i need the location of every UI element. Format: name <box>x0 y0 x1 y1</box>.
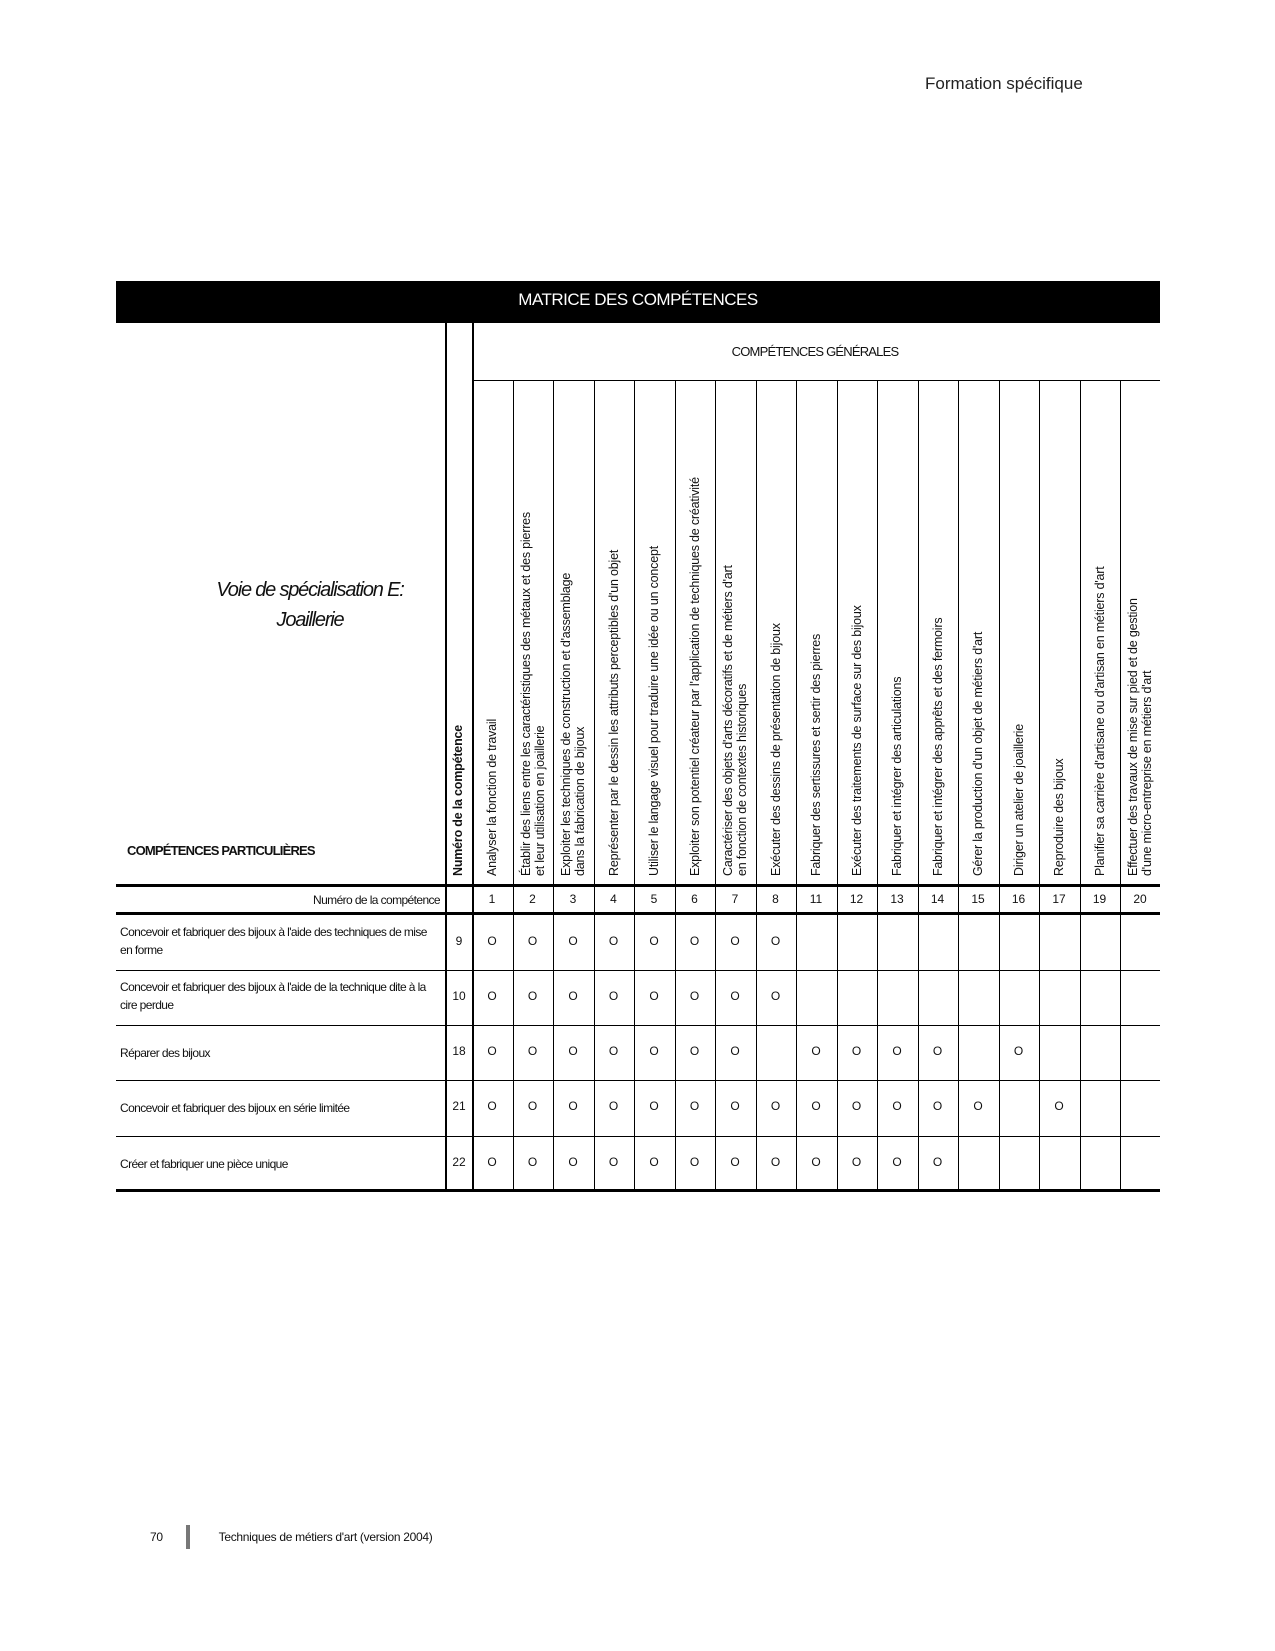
column-number: 12 <box>849 892 864 906</box>
particular-competency-label: Concevoir et fabriquer des bijoux en série limitée <box>120 1101 350 1115</box>
column-header-line1: Caractériser des objets d'arts décoratifs et de métiers d'art <box>721 565 735 876</box>
row-separator <box>116 1080 1160 1081</box>
particular-competency-label: Concevoir et fabriquer des bijoux à l'aide des techniques de mise en forme <box>120 925 427 957</box>
column-header-line1: Utiliser le langage visuel pour traduire une idée ou un concept <box>647 546 661 876</box>
column-separator <box>634 380 635 1192</box>
matrix-mark: O <box>487 1044 497 1058</box>
matrix-mark: O <box>649 934 659 948</box>
rule-bottom <box>116 1189 1160 1192</box>
general-column-header <box>1093 567 1107 877</box>
column-header-line1: Fabriquer des sertissures et sertir des pierres <box>809 633 823 876</box>
row-separator <box>116 1136 1160 1137</box>
column-number: 13 <box>890 892 904 906</box>
column-header-line1: Analyser la fonction de travail <box>485 718 499 876</box>
general-column-header <box>890 677 904 876</box>
matrix-mark: O <box>689 1044 700 1058</box>
column-number: 1 <box>488 892 496 906</box>
general-column-header <box>1126 598 1154 876</box>
general-column-header <box>647 546 661 876</box>
column-number: 19 <box>1092 892 1107 906</box>
matrix-mark: O <box>568 1099 578 1113</box>
matrix-mark: O <box>811 1044 821 1058</box>
matrix-mark: O <box>649 989 659 1003</box>
matrix-mark: O <box>851 1155 862 1169</box>
matrix-mark: O <box>608 934 619 948</box>
matrix-mark: O <box>892 1044 902 1058</box>
column-separator <box>1039 380 1040 1192</box>
column-header-line1: Exécuter des dessins de présentation de bijoux <box>768 623 783 876</box>
matrix-mark: O <box>1054 1099 1064 1113</box>
column-separator <box>513 380 514 1192</box>
general-column-header <box>850 605 864 876</box>
column-separator <box>918 380 919 1192</box>
matrix-mark: O <box>608 989 619 1003</box>
general-column-header <box>1052 759 1066 876</box>
matrix-mark: O <box>851 1044 862 1058</box>
matrix-mark: O <box>527 989 538 1003</box>
specialisation-line2: Joaillerie <box>276 609 344 631</box>
column-number: 4 <box>610 892 617 906</box>
column-separator <box>877 380 878 1192</box>
column-header-line1: Gérer la production d'un objet de métiers d'art <box>971 631 985 876</box>
column-separator <box>715 380 716 1192</box>
matrix-mark: O <box>689 1155 700 1169</box>
column-number: 11 <box>809 892 823 906</box>
general-column-header <box>769 623 783 876</box>
rule-after-numbers <box>116 912 1160 915</box>
matrix-mark: O <box>689 989 700 1003</box>
column-separator <box>796 380 797 1192</box>
section-header: Formation spécifique <box>925 74 1083 93</box>
column-header-line1: Reproduire des bijoux <box>1052 758 1066 876</box>
particular-competency-label: Concevoir et fabriquer des bijoux à l'aide de la technique dite à la cire perdue <box>120 980 426 1012</box>
document-title: Techniques de métiers d'art (version 2004) <box>218 1530 433 1544</box>
rule-top <box>116 884 1160 887</box>
matrix-mark: O <box>730 1044 740 1058</box>
matrix-mark: O <box>811 1155 821 1169</box>
column-separator <box>756 380 757 1192</box>
matrix-title: MATRICE DES COMPÉTENCES <box>518 290 758 309</box>
page-number: 70 <box>150 1530 163 1544</box>
row-separator <box>116 970 1160 971</box>
column-header-line2: en fonction de contextes historiques <box>735 683 749 876</box>
particular-competency-number: 22 <box>452 1155 466 1169</box>
particular-competency-label: Réparer des bijoux <box>120 1046 210 1060</box>
matrix-mark: O <box>851 1099 862 1113</box>
matrix-mark: O <box>770 989 781 1003</box>
general-competencies-label: COMPÉTENCES GÉNÉRALES <box>731 344 899 359</box>
general-column-header <box>971 632 985 876</box>
column-header-line1: Effectuer des travaux de mise sur pied et de gestion <box>1126 598 1140 876</box>
matrix-mark: O <box>730 989 740 1003</box>
matrix-mark: O <box>770 934 781 948</box>
column-header-line1: Fabriquer et intégrer des articulations <box>890 676 904 876</box>
matrix-mark: O <box>730 1155 740 1169</box>
matrix-mark: O <box>608 1044 619 1058</box>
general-column-header <box>721 565 749 876</box>
matrix-mark: O <box>487 1099 497 1113</box>
matrix-mark: O <box>689 934 700 948</box>
matrix-mark: O <box>770 1155 781 1169</box>
matrix-mark: O <box>892 1099 902 1113</box>
matrix-mark: O <box>811 1099 821 1113</box>
matrix-mark: O <box>892 1155 902 1169</box>
general-column-header <box>1012 724 1026 876</box>
number-col-right <box>472 322 474 1192</box>
matrix-mark: O <box>527 1099 538 1113</box>
matrix-mark: O <box>932 1155 943 1169</box>
matrix-mark: O <box>608 1155 619 1169</box>
particular-competency-number: 21 <box>452 1099 466 1113</box>
column-header-line1: Exploiter son potentiel créateur par l'application de techniques de créativité <box>687 477 702 876</box>
column-number: 8 <box>772 892 779 906</box>
column-header-line2: d'une micro-entreprise en métiers d'art <box>1140 670 1154 876</box>
matrix-mark: O <box>568 989 578 1003</box>
matrix-mark: O <box>568 934 578 948</box>
column-header-line2: et leur utilisation en joaillerie <box>532 725 547 876</box>
column-separator <box>1120 380 1121 1192</box>
general-column-header <box>519 512 547 876</box>
matrix-mark: O <box>932 1044 943 1058</box>
matrix-mark: O <box>649 1155 659 1169</box>
specialisation-title <box>150 575 470 635</box>
column-header-line1: Établir des liens entre les caractéristiques des métaux et des pierres <box>518 512 533 876</box>
matrix-mark: O <box>730 1099 740 1113</box>
general-column-header <box>931 618 945 876</box>
column-separator <box>958 380 959 1192</box>
matrix-mark: O <box>487 1155 497 1169</box>
matrix-mark: O <box>689 1099 700 1113</box>
column-header-line1: Représenter par le dessin les attributs perceptibles d'un objet <box>606 549 621 876</box>
matrix-mark: O <box>608 1099 619 1113</box>
matrix-mark: O <box>527 1155 538 1169</box>
column-number: 20 <box>1133 892 1147 906</box>
column-number: 2 <box>529 892 536 906</box>
column-number: 6 <box>691 892 698 906</box>
general-column-header <box>607 550 621 876</box>
column-number: 17 <box>1052 892 1066 906</box>
number-col-left <box>445 322 447 1192</box>
matrix-mark: O <box>527 934 538 948</box>
particular-competency-number: 18 <box>452 1044 466 1058</box>
column-separator <box>999 380 1000 1192</box>
footer-separator <box>186 1525 190 1549</box>
column-header-line1: Exécuter des traitements de surface sur des bijoux <box>849 605 864 876</box>
column-number: 5 <box>650 892 658 906</box>
column-number: 15 <box>971 892 985 906</box>
particular-competencies-label: COMPÉTENCES PARTICULIÈRES <box>127 843 315 858</box>
column-number: 16 <box>1011 892 1026 906</box>
matrix-mark: O <box>770 1099 781 1113</box>
matrix-mark: O <box>568 1044 578 1058</box>
general-column-header <box>688 477 702 876</box>
number-row-label: Numéro de la compétence <box>313 893 440 907</box>
row-separator <box>116 1025 1160 1026</box>
column-header-line1: Exploiter les techniques de construction et d'assemblage <box>559 572 573 876</box>
column-header-line2: dans la fabrication de bijoux <box>573 726 587 876</box>
matrix-mark: O <box>527 1044 538 1058</box>
column-separator <box>675 380 676 1192</box>
matrix-mark: O <box>973 1099 983 1113</box>
specialisation-line1: Voie de spécialisation E: <box>216 579 404 601</box>
column-number: 14 <box>930 892 945 906</box>
matrix-mark: O <box>649 1044 659 1058</box>
general-column-header <box>559 573 587 876</box>
column-separator <box>1080 380 1081 1192</box>
column-header-line1: Diriger un atelier de joaillerie <box>1011 723 1026 876</box>
column-separator <box>594 380 595 1192</box>
column-number: 3 <box>569 892 577 906</box>
matrix-mark: O <box>932 1099 943 1113</box>
matrix-mark: O <box>649 1099 659 1113</box>
particular-competency-label: Créer et fabriquer une pièce unique <box>120 1157 288 1171</box>
particular-competency-number: 10 <box>452 989 466 1003</box>
matrix-mark: O <box>730 934 740 948</box>
column-header-line1: Planifier sa carrière d'artisane ou d'artisan en métiers d'art <box>1092 566 1107 876</box>
general-header-line <box>472 380 1160 381</box>
general-column-header <box>485 719 499 876</box>
matrix-mark: O <box>487 934 497 948</box>
matrix-mark: O <box>487 989 497 1003</box>
column-number: 7 <box>731 892 739 906</box>
column-separator <box>837 380 838 1192</box>
matrix-mark: O <box>1013 1044 1024 1058</box>
number-column-header: Numéro de la compétence <box>451 724 465 876</box>
column-header-line1: Fabriquer et intégrer des apprêts et des fermoirs <box>930 617 945 876</box>
column-separator <box>553 380 554 1192</box>
particular-competency-number: 9 <box>455 934 463 948</box>
footer <box>150 1530 432 1544</box>
matrix-mark: O <box>568 1155 578 1169</box>
general-column-header <box>809 634 823 876</box>
